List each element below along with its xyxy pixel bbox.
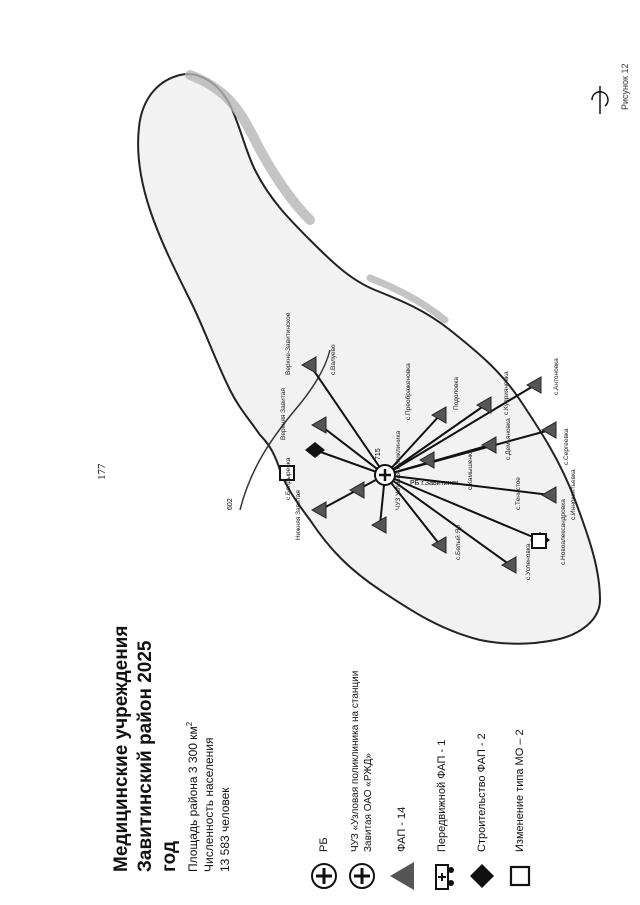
- place-label: с.Куприяновка: [503, 371, 510, 415]
- place-label: с.Новоалександровка: [560, 499, 567, 565]
- place-label: ЧУЗ Узловая поликлиника: [395, 430, 402, 510]
- area-text: Площадь района 3 300 км: [186, 726, 200, 872]
- place-label: с.Демьяновка: [505, 418, 512, 460]
- place-label: Подоловка: [453, 377, 460, 410]
- place-label: Нижняя Завитая: [295, 490, 302, 540]
- legend-item-construction-fap: [468, 733, 496, 892]
- legend-item-type-change: [506, 729, 534, 892]
- page-number: 177: [96, 463, 108, 480]
- legend-label-mobile-fap: Передвижной ФАП - 1: [435, 739, 448, 852]
- rb-marker: [375, 465, 395, 485]
- type-change-marker: [532, 534, 546, 548]
- place-label: с.Успеновка: [525, 543, 532, 580]
- mobile-fap-icon: [428, 860, 456, 892]
- place-label: с.Болдыревка: [285, 457, 292, 500]
- triangle-icon: [388, 860, 416, 892]
- place-label: с.Тенистое: [515, 477, 522, 510]
- rotated-slide: [80, 40, 640, 900]
- legend-label-chuz: [349, 671, 375, 852]
- place-label: с.Валуево: [330, 344, 337, 375]
- legend-item-chuz: [348, 671, 376, 892]
- place-label: с.Белый Яр: [455, 525, 462, 560]
- legend-item-fap: [388, 807, 416, 892]
- legend-label-construction-fap: Строительство ФАП - 2: [475, 733, 488, 852]
- square-icon: [506, 860, 534, 892]
- place-label: с.Камышенка: [467, 449, 474, 490]
- place-label: с.Антоновка: [553, 358, 560, 395]
- title-line-2: Завитинский район 2025 год: [135, 640, 180, 872]
- place-label: с.Иннокентьевка: [570, 469, 577, 520]
- area-sup: 2: [185, 721, 194, 727]
- figure-caption: Рисунок 12: [620, 63, 630, 110]
- population-label: Численность населения: [202, 737, 216, 872]
- place-label: с.Преображеновка: [405, 363, 412, 420]
- title-line-1: Медицинские учреждения: [111, 625, 132, 872]
- direction-mark: [592, 86, 608, 114]
- road-label: 715: [375, 448, 382, 460]
- population-value: 13 583 человек: [218, 787, 232, 872]
- place-label: Верхняя Завитая: [280, 388, 287, 440]
- place-label: с.Сергеевка: [563, 428, 570, 465]
- legend-label-fap: ФАП - 14: [395, 806, 408, 852]
- legend-label-rb: РБ: [317, 837, 330, 852]
- legend-item-rb: [310, 837, 338, 892]
- place-label: Верхне-Завитинское: [285, 312, 292, 375]
- chuz-line-1: ЧУЗ «Узловая поликлиника на станции: [350, 670, 361, 852]
- diamond-icon: [468, 860, 496, 892]
- legend-label-type-change: Изменение типа МО – 2: [513, 729, 526, 852]
- chuz-line-2: Завитая ОАО «РЖД»: [363, 753, 374, 852]
- cross-circle-icon: [348, 860, 376, 892]
- cross-circle-icon: [310, 860, 338, 892]
- legend-item-mobile-fap: [428, 740, 456, 892]
- center-label: РБ г.Завитинск: [410, 480, 459, 487]
- rail-label: 602: [227, 498, 234, 510]
- district-map: [80, 60, 640, 660]
